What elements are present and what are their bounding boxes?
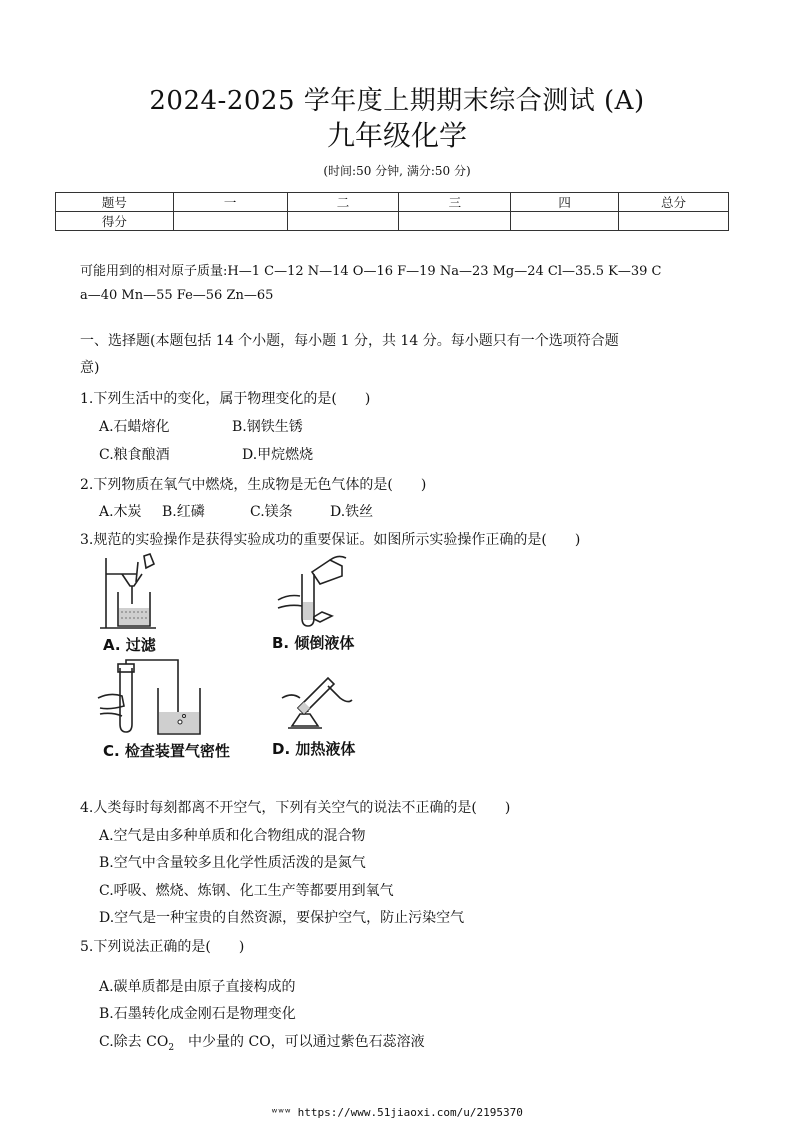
airtightness-figure	[96, 658, 216, 740]
exam-subtitle: 九年级化学	[326, 119, 467, 152]
score-cell: 二	[287, 193, 399, 212]
question-2-option-d: D.铁丝	[330, 504, 374, 520]
figure-label-c: C. 检查装置气密性	[103, 742, 230, 760]
question-4-option-c: C.呼吸、燃烧、炼钢、化工生产等都要用到氧气	[99, 883, 394, 899]
question-1-stem: 1.下列生活中的变化，属于物理变化的是( )	[80, 391, 371, 407]
question-5-stem: 5.下列说法正确的是( )	[80, 939, 245, 955]
question-4-stem: 4.人类每时每刻都离不开空气，下列有关空气的说法不正确的是( )	[80, 800, 511, 816]
question-5-option-a: A.碳单质都是由原子直接构成的	[99, 979, 296, 995]
question-5-option-b: B.石墨转化成金刚石是物理变化	[99, 1006, 296, 1022]
section-heading-line-1: 一、选择题(本题包括 14 个小题，每小题 1 分，共 14 分。每小题只有一个选项符合题	[80, 333, 619, 349]
question-1-option-d: D.甲烷燃烧	[242, 447, 314, 463]
score-cell-empty	[399, 212, 511, 231]
time-info: (时间:50 分钟, 满分:50 分)	[323, 164, 471, 178]
tube-liquid	[303, 602, 313, 620]
score-table-header-row	[56, 193, 729, 212]
score-cell: 总分	[619, 193, 729, 212]
score-cell: 得分	[56, 212, 174, 231]
question-5-option-c	[99, 1031, 425, 1053]
score-cell: 一	[173, 193, 287, 212]
figure-label-d: D. 加热液体	[272, 740, 356, 758]
question-2-stem: 2.下列物质在氧气中燃烧，生成物是无色气体的是( )	[80, 477, 427, 493]
question-4-option-a: A.空气是由多种单质和化合物组成的混合物	[99, 828, 366, 844]
atomic-mass-line-2: a—40 Mn—55 Fe—56 Zn—65	[80, 288, 274, 303]
question-4-option-d: D.空气是一种宝贵的自然资源，要保护空气，防止污染空气	[99, 910, 465, 926]
score-cell-empty	[287, 212, 399, 231]
option-c-text-2: 中少量的 CO，可以通过紫色石蕊溶液	[174, 1034, 425, 1050]
beaker-liquid	[119, 608, 149, 625]
option-c-text-1: C.除去 CO	[99, 1034, 169, 1050]
exam-title: 2024-2025 学年度上期期末综合测试 (A)	[149, 86, 645, 116]
section-heading-line-2: 意)	[80, 360, 100, 376]
figure-label-a: A. 过滤	[103, 636, 156, 654]
score-cell-empty	[619, 212, 729, 231]
figure-label-b: B. 倾倒液体	[272, 634, 355, 652]
footer-url: ʷʷʷ https://www.51jiaoxi.com/u/2195370	[271, 1106, 523, 1119]
filtration-figure	[96, 552, 166, 632]
score-cell: 三	[399, 193, 511, 212]
score-cell-empty	[511, 212, 619, 231]
heating-liquid-figure	[278, 664, 358, 740]
question-2-option-b: B.红磷	[162, 504, 205, 520]
question-3-stem: 3.规范的实验操作是获得实验成功的重要保证。如图所示实验操作正确的是( )	[80, 532, 581, 548]
question-1-option-a: A.石蜡熔化	[99, 419, 170, 435]
question-2-option-c: C.镁条	[250, 504, 293, 520]
score-table	[55, 192, 729, 231]
pouring-liquid-figure	[272, 552, 352, 632]
co2-subscript: 2	[168, 1042, 175, 1053]
score-cell: 题号	[56, 193, 174, 212]
question-1-option-b: B.钢铁生锈	[232, 419, 303, 435]
question-4-option-b: B.空气中含量较多且化学性质活泼的是氮气	[99, 855, 366, 871]
question-2-option-a: A.木炭	[99, 504, 142, 520]
score-cell: 四	[511, 193, 619, 212]
atomic-mass-line-1: 可能用到的相对原子质量:H—1 C—12 N—14 O—16 F—19 Na—23 Mg—24 Cl—35.5 K—39 C	[80, 264, 662, 279]
score-cell-empty	[173, 212, 287, 231]
question-1-option-c: C.粮食酿酒	[99, 447, 170, 463]
score-table-score-row	[56, 212, 729, 231]
